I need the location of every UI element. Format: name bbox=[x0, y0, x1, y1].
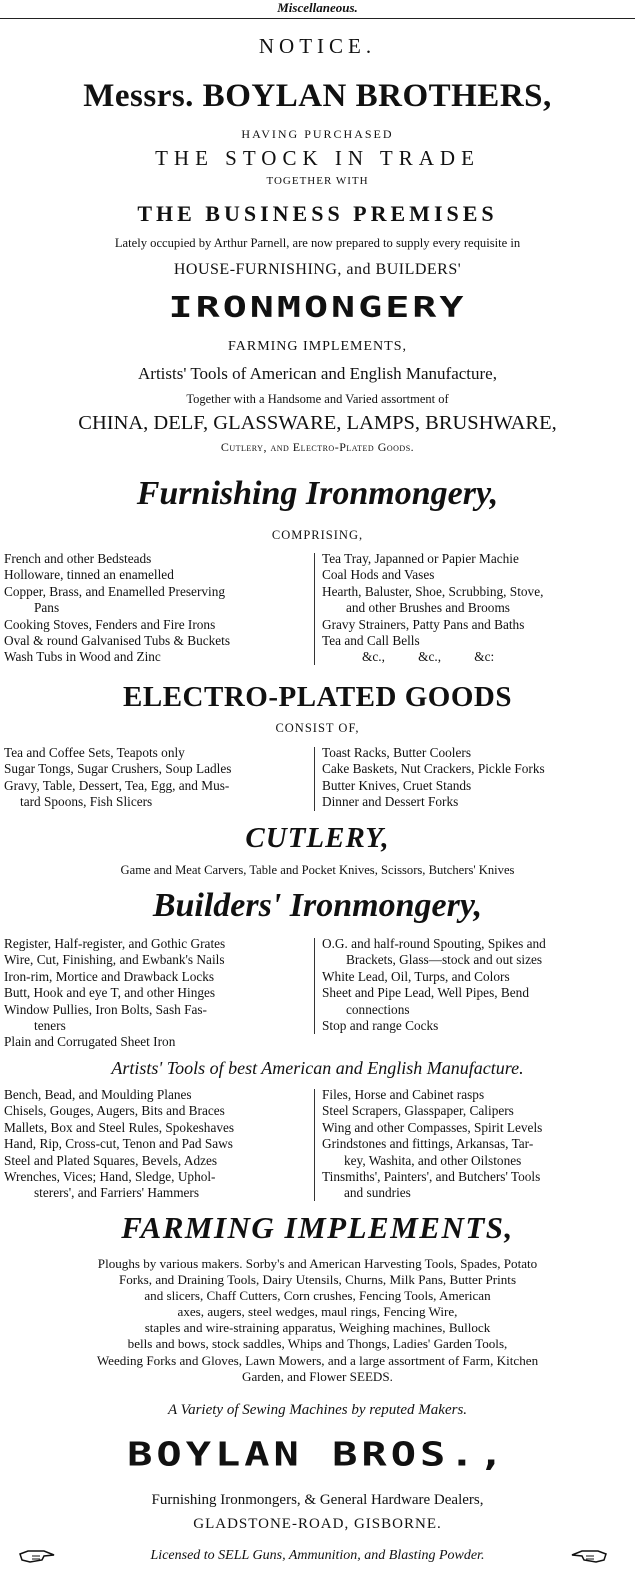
list-item: O.G. and half-round Spouting, Spikes and bbox=[322, 936, 546, 951]
paragraph-line: Forks, and Draining Tools, Dairy Utensils, Churns, Milk Pans, Butter Prints bbox=[118, 1272, 517, 1288]
list-item: Toast Racks, Butter Coolers bbox=[322, 745, 472, 760]
ironmongery-display: IRONMONGERY bbox=[168, 291, 467, 325]
artists-right-list bbox=[322, 1087, 632, 1202]
list-item: Dinner and Dessert Forks bbox=[322, 794, 459, 810]
cutlery-heading: CUTLERY, bbox=[245, 822, 390, 854]
list-item: Chisels, Gouges, Augers, Bits and Braces bbox=[4, 1103, 225, 1119]
list-item: Butter Knives, Cruet Stands bbox=[322, 777, 472, 793]
list-item: teners bbox=[34, 1018, 66, 1034]
list-item: Sugar Tongs, Sugar Crushers, Soup Ladles bbox=[4, 761, 232, 777]
list-item: Wrenches, Vices; Hand, Sledge, Uphol- bbox=[4, 1169, 216, 1185]
furnishing-right-list bbox=[322, 551, 632, 666]
list-item: Hearth, Baluster, Shoe, Scrubbing, Stove, bbox=[322, 583, 544, 599]
list-item: Holloware, tinned an enamelled bbox=[4, 567, 174, 583]
list-item: Tea and Coffee Sets, Teapots only bbox=[4, 745, 185, 760]
stock-in-trade: THE STOCK IN TRADE bbox=[155, 146, 480, 170]
electro-left-list bbox=[4, 745, 307, 811]
having-purchased: HAVING PURCHASED bbox=[241, 127, 394, 141]
list-item: Wing and other Compasses, Spirit Levels bbox=[322, 1119, 543, 1135]
licensed-row bbox=[0, 1546, 635, 1570]
list-item: Tea and Call Bells bbox=[322, 633, 420, 649]
china-line: CHINA, DELF, GLASSWARE, LAMPS, BRUSHWARE, bbox=[78, 412, 557, 434]
list-item: Wash Tubs in Wood and Zinc bbox=[4, 649, 161, 665]
list-item: Cooking Stoves, Fenders and Fire Irons bbox=[4, 616, 216, 632]
furnishing-left-list bbox=[4, 551, 307, 666]
furnishing-heading: Furnishing Ironmongery, bbox=[136, 475, 499, 512]
list-item: tard Spoons, Fish Slicers bbox=[20, 794, 153, 810]
boylan-bros-display: BOYLAN BROS., bbox=[127, 1434, 508, 1474]
column-divider bbox=[314, 747, 315, 811]
cutlery-line: Game and Meat Carvers, Table and Pocket Knives, Scissors, Butchers' Knives bbox=[120, 863, 515, 877]
cutlery-electro-line: Cutlery, and Electro-Plated Goods. bbox=[220, 440, 415, 454]
list-item: White Lead, Oil, Turps, and Colors bbox=[322, 968, 510, 984]
comprising-label: COMPRISING, bbox=[271, 528, 364, 542]
licensed-line: Licensed to SELL Guns, Ammunition, and Blasting Powder. bbox=[150, 1548, 485, 1563]
notice-heading: NOTICE. bbox=[258, 34, 377, 58]
builders-right-list bbox=[322, 936, 632, 1034]
artists-left-list bbox=[4, 1087, 307, 1202]
list-item: Pans bbox=[34, 600, 60, 616]
dealers-line: Furnishing Ironmongers, & General Hardware Dealers, bbox=[151, 1492, 484, 1508]
list-item: connections bbox=[346, 1001, 410, 1017]
list-item: Tea Tray, Japanned or Papier Machie bbox=[322, 551, 519, 566]
lately-occupied-line: Lately occupied by Arthur Parnell, are now prepared to supply every requisite in bbox=[114, 236, 521, 250]
list-item: Oval & round Galvanised Tubs & Buckets bbox=[4, 633, 231, 649]
list-item: Gravy, Table, Dessert, Tea, Egg, and Mus- bbox=[4, 777, 230, 793]
list-item: Sheet and Pipe Lead, Well Pipes, Bend bbox=[322, 985, 529, 1001]
farming-implements-line: FARMING IMPLEMENTS, bbox=[228, 339, 407, 354]
paragraph-line: bells and bows, stock saddles, Whips and Thongs, Ladies' Garden Tools, bbox=[127, 1336, 508, 1352]
list-item: Grindstones and fittings, Arkansas, Tar- bbox=[322, 1136, 534, 1152]
paragraph-line: Garden, and Flower SEEDS. bbox=[242, 1368, 393, 1384]
list-item: Wire, Cut, Finishing, and Ewbank's Nails bbox=[4, 952, 225, 968]
list-item: Coal Hods and Vases bbox=[322, 567, 435, 583]
together-handsome-line: Together with a Handsome and Varied assortment of bbox=[186, 392, 449, 406]
farming-heading: FARMING IMPLEMENTS, bbox=[121, 1210, 514, 1245]
list-item: French and other Bedsteads bbox=[4, 551, 152, 566]
header-rule bbox=[0, 18, 635, 19]
list-item: &c., &c., &c: bbox=[362, 649, 495, 665]
list-item: Iron-rim, Mortice and Drawback Locks bbox=[4, 968, 215, 984]
list-item: Butt, Hook and eye T, and other Hinges bbox=[4, 985, 216, 1001]
sewing-machines-line: A Variety of Sewing Machines by reputed Makers. bbox=[167, 1402, 468, 1418]
column-header: Miscellaneous. bbox=[277, 0, 358, 15]
list-item: Tinsmiths', Painters', and Butchers' Tools bbox=[322, 1169, 541, 1185]
electro-heading: ELECTRO-PLATED GOODS bbox=[123, 681, 512, 713]
business-premises: THE BUSINESS PREMISES bbox=[137, 201, 498, 226]
list-item: and other Brushes and Brooms bbox=[346, 600, 510, 616]
list-item: Files, Horse and Cabinet rasps bbox=[322, 1087, 485, 1102]
column-divider bbox=[314, 938, 315, 1034]
list-item: Copper, Brass, and Enamelled Preserving bbox=[4, 583, 226, 599]
column-divider bbox=[314, 1089, 315, 1201]
list-item: Cake Baskets, Nut Crackers, Pickle Forks bbox=[322, 761, 545, 777]
builders-left-list bbox=[4, 936, 307, 1051]
electro-right-list bbox=[322, 745, 632, 811]
list-item: Stop and range Cocks bbox=[322, 1018, 439, 1034]
column-divider bbox=[314, 553, 315, 665]
farming-paragraph bbox=[2, 1256, 633, 1385]
list-item: Plain and Corrugated Sheet Iron bbox=[4, 1034, 176, 1050]
list-item: Hand, Rip, Cross-cut, Tenon and Pad Saws bbox=[4, 1136, 233, 1152]
list-item: sterers', and Farriers' Hammers bbox=[34, 1185, 200, 1201]
consist-of-label: CONSIST OF, bbox=[275, 721, 360, 735]
artists-heading: Artists' Tools of best American and English Manufacture. bbox=[111, 1058, 524, 1078]
list-item: and sundries bbox=[344, 1185, 411, 1201]
paragraph-line: and slicers, Chaff Cutters, Corn crushes, Fencing Tools, American bbox=[144, 1288, 491, 1304]
pointing-hand-left-icon bbox=[568, 1548, 608, 1570]
paragraph-line: Ploughs by various makers. Sorby's and American Harvesting Tools, Spades, Potato bbox=[97, 1256, 538, 1271]
list-item: Brackets, Glass—stock and out sizes bbox=[346, 952, 543, 968]
list-item: Window Pullies, Iron Bolts, Sash Fas- bbox=[4, 1001, 207, 1017]
builders-heading: Builders' Ironmongery, bbox=[152, 887, 483, 924]
artists-tools-line: Artists' Tools of American and English Manufacture, bbox=[138, 364, 497, 383]
list-item: Mallets, Box and Steel Rules, Spokeshaves bbox=[4, 1119, 235, 1135]
list-item: Gravy Strainers, Patty Pans and Baths bbox=[322, 616, 525, 632]
paragraph-line: axes, augers, steel wedges, maul rings, Fencing Wire, bbox=[177, 1304, 458, 1320]
list-item: Bench, Bead, and Moulding Planes bbox=[4, 1087, 192, 1102]
paragraph-line: staples and wire-straining apparatus, Weighing machines, Bullock bbox=[144, 1320, 491, 1336]
paragraph-line: Weeding Forks and Gloves, Lawn Mowers, and a large assortment of Farm, Kitchen bbox=[96, 1352, 539, 1368]
list-item: Steel and Plated Squares, Bevels, Adzes bbox=[4, 1152, 218, 1168]
address-line: GLADSTONE-ROAD, GISBORNE. bbox=[193, 1516, 442, 1532]
list-item: key, Washita, and other Oilstones bbox=[344, 1152, 522, 1168]
firm-name: Messrs. BOYLAN BROTHERS, bbox=[83, 78, 552, 114]
list-item: Register, Half-register, and Gothic Grates bbox=[4, 936, 226, 951]
house-furnishing-line: HOUSE-FURNISHING, and BUILDERS' bbox=[173, 261, 462, 278]
together-with: TOGETHER WITH bbox=[266, 175, 369, 187]
list-item: Steel Scrapers, Glasspaper, Calipers bbox=[322, 1103, 514, 1119]
